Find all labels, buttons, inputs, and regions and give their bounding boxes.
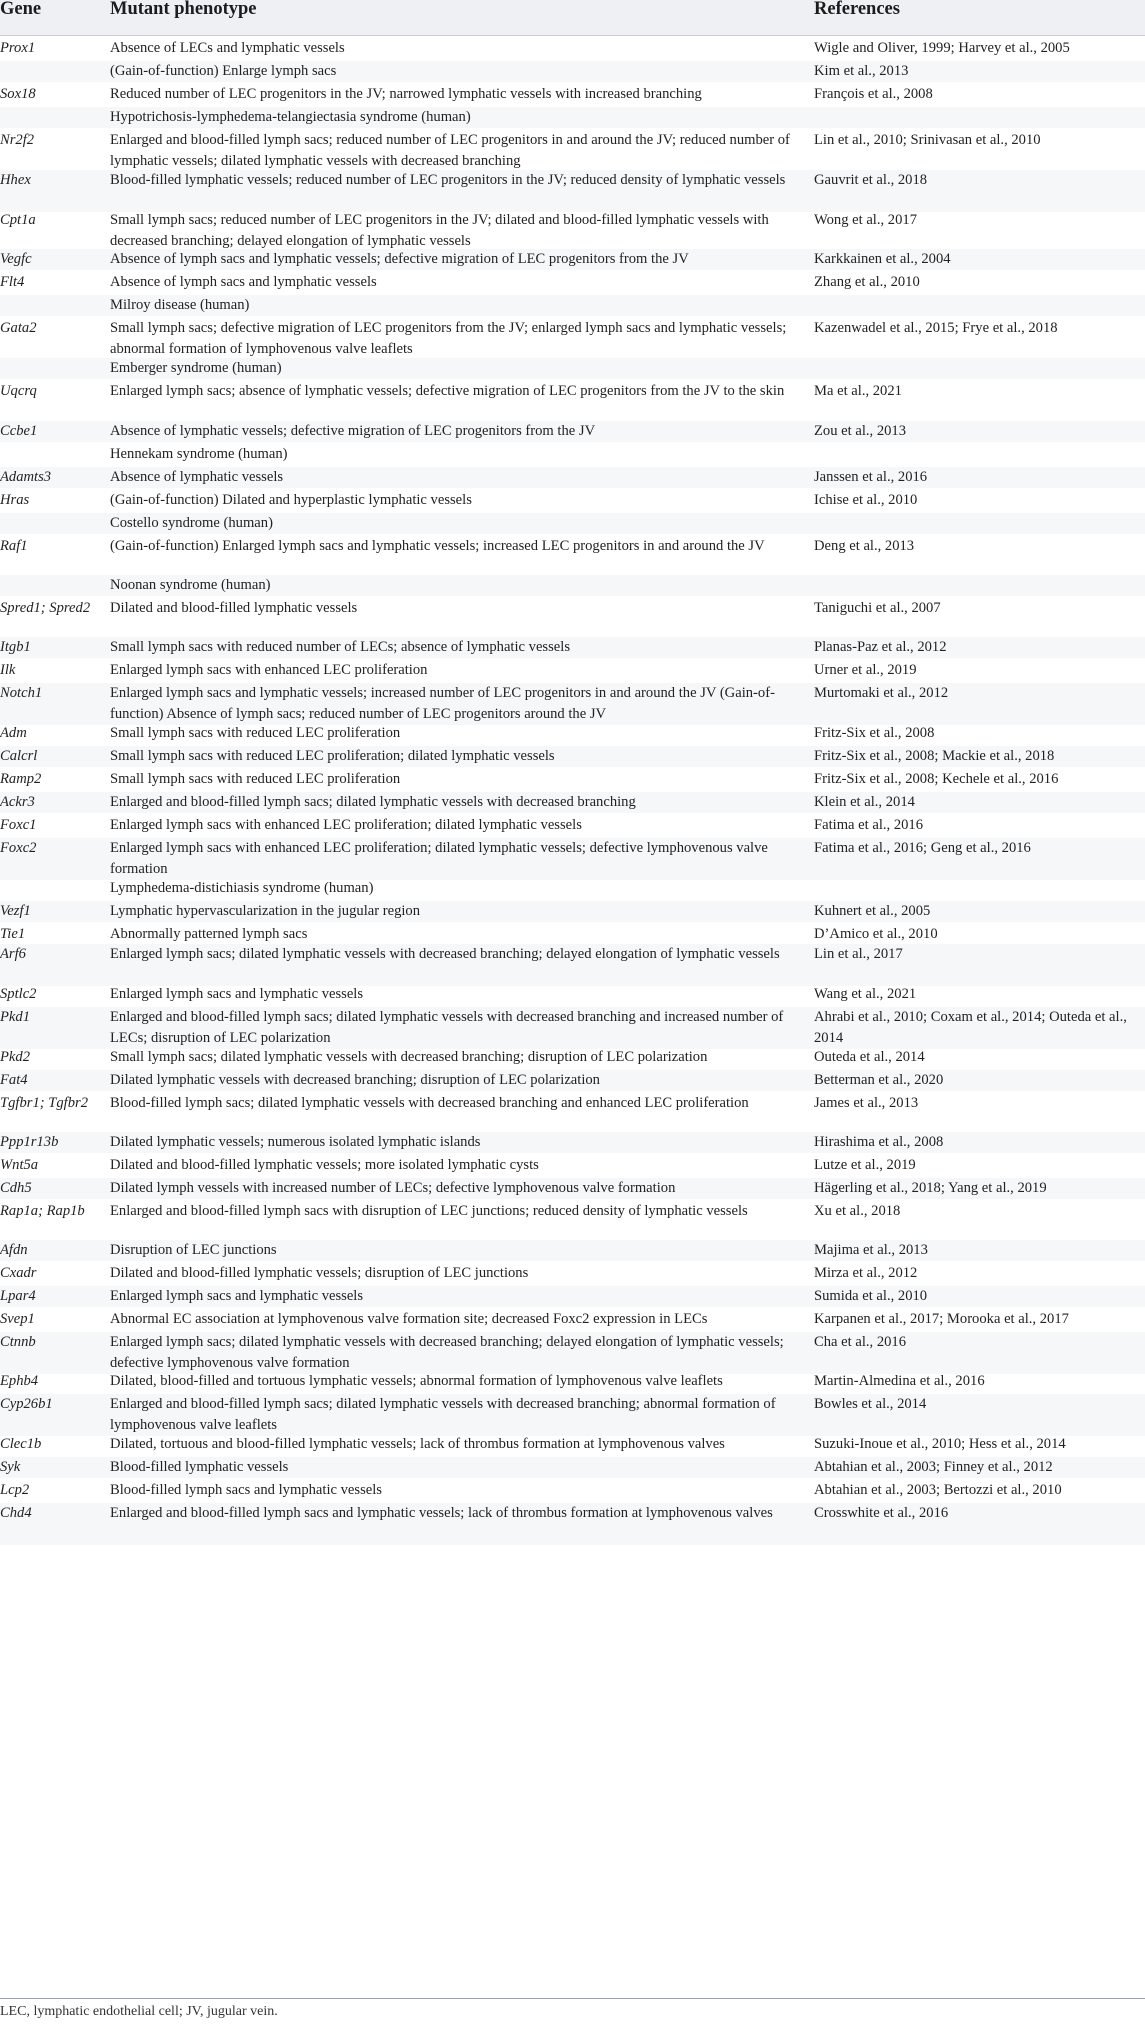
phenotype-cell: Enlarged lymph sacs and lymphatic vessels xyxy=(110,986,364,1002)
table-row xyxy=(0,61,1145,82)
references-cell: Klein et al., 2014 xyxy=(814,794,915,810)
references-cell: Zou et al., 2013 xyxy=(814,423,907,439)
table-row xyxy=(0,272,1145,293)
references-cell: Murtomaki et al., 2012 xyxy=(814,685,949,701)
phenotype-cell: Enlarged and blood-filled lymph sacs; dilated lymphatic vessels with decreased branching; abnormal formation of lymphovenous valve leaflets xyxy=(110,1396,776,1433)
gene-cell: Rap1a; Rap1b xyxy=(0,1203,85,1219)
table-row xyxy=(0,318,1145,360)
phenotype-cell: Lymphatic hypervascularization in the jugular region xyxy=(110,903,421,919)
gene-cell: Prox1 xyxy=(0,40,36,56)
phenotype-cell: Disruption of LEC junctions xyxy=(110,1242,277,1258)
references-cell: Kazenwadel et al., 2015; Frye et al., 2018 xyxy=(814,320,1058,336)
phenotype-cell: Hypotrichosis-lymphedema-telangiectasia syndrome (human) xyxy=(110,109,471,125)
references-cell: Abtahian et al., 2003; Finney et al., 2012 xyxy=(814,1459,1053,1475)
references-cell: Mirza et al., 2012 xyxy=(814,1265,918,1281)
phenotype-cell: Enlarged lymph sacs and lymphatic vessels xyxy=(110,1288,364,1304)
references-cell: James et al., 2013 xyxy=(814,1095,919,1111)
table-row xyxy=(0,637,1145,658)
references-cell: D’Amico et al., 2010 xyxy=(814,926,938,942)
references-cell: François et al., 2008 xyxy=(814,86,933,102)
references-cell: Fatima et al., 2016; Geng et al., 2016 xyxy=(814,840,1031,856)
table-row xyxy=(0,838,1145,880)
table-row xyxy=(0,1503,1145,1545)
references-cell: Wigle and Oliver, 1999; Harvey et al., 2005 xyxy=(814,40,1070,56)
phenotype-cell: Small lymph sacs; dilated lymphatic vessels with decreased branching; disruption of LEC polarization xyxy=(110,1049,708,1065)
table-row xyxy=(0,107,1145,128)
gene-cell: Cdh5 xyxy=(0,1180,32,1196)
table-row xyxy=(0,1070,1145,1091)
gene-cell: Hhex xyxy=(0,172,31,188)
header-references: References xyxy=(814,0,900,19)
phenotype-cell: Enlarged lymph sacs with enhanced LEC proliferation; dilated lymphatic vessels; defective lymphovenous valve formation xyxy=(110,840,768,877)
table-row xyxy=(0,490,1145,511)
phenotype-cell: Small lymph sacs with reduced LEC proliferation xyxy=(110,771,401,787)
gene-cell: Clec1b xyxy=(0,1436,42,1452)
table-row xyxy=(0,1132,1145,1153)
table-row xyxy=(0,815,1145,836)
gene-cell: Ackr3 xyxy=(0,794,35,810)
gene-cell: Gata2 xyxy=(0,320,37,336)
table-row xyxy=(0,769,1145,790)
gene-cell: Adamts3 xyxy=(0,469,52,485)
references-cell: Martin-Almedina et al., 2016 xyxy=(814,1373,985,1389)
gene-cell: Syk xyxy=(0,1459,21,1475)
gene-cell: Foxc1 xyxy=(0,817,37,833)
table-row xyxy=(0,444,1145,465)
table-row xyxy=(0,1240,1145,1261)
gene-cell: Foxc2 xyxy=(0,840,37,856)
phenotype-cell: Enlarged lymph sacs with enhanced LEC proliferation; dilated lymphatic vessels xyxy=(110,817,582,833)
gene-cell: Ilk xyxy=(0,662,16,678)
gene-cell: Vezf1 xyxy=(0,903,31,919)
references-cell: Abtahian et al., 2003; Bertozzi et al., 2010 xyxy=(814,1482,1062,1498)
phenotype-cell: Dilated, tortuous and blood-filled lymphatic vessels; lack of thrombus formation at lymphovenous valves xyxy=(110,1436,725,1452)
phenotype-cell: Enlarged and blood-filled lymph sacs with disruption of LEC junctions; reduced density of lymphatic vessels xyxy=(110,1203,748,1219)
table-row xyxy=(0,1457,1145,1478)
table-row xyxy=(0,1047,1145,1068)
gene-cell: Uqcrq xyxy=(0,383,37,399)
table-row xyxy=(0,683,1145,725)
references-cell: Crosswhite et al., 2016 xyxy=(814,1505,949,1521)
phenotype-cell: Enlarged and blood-filled lymph sacs and lymphatic vessels; lack of thrombus formation at lymphovenous valves xyxy=(110,1505,773,1521)
gene-cell: Cyp26b1 xyxy=(0,1396,53,1412)
references-cell: Kim et al., 2013 xyxy=(814,63,909,79)
references-cell: Majima et al., 2013 xyxy=(814,1242,928,1258)
table-row xyxy=(0,210,1145,252)
phenotype-cell: Blood-filled lymphatic vessels xyxy=(110,1459,289,1475)
table-header xyxy=(0,0,1145,36)
table-row xyxy=(0,1093,1145,1135)
gene-cell: Fat4 xyxy=(0,1072,28,1088)
references-cell: Fritz-Six et al., 2008; Kechele et al., 2016 xyxy=(814,771,1059,787)
phenotype-cell: Noonan syndrome (human) xyxy=(110,577,271,593)
phenotype-cell: Absence of lymph sacs and lymphatic vessels; defective migration of LEC progenitors from the JV xyxy=(110,251,689,267)
references-cell: Outeda et al., 2014 xyxy=(814,1049,925,1065)
gene-cell: Lpar4 xyxy=(0,1288,36,1304)
phenotype-cell: Hennekam syndrome (human) xyxy=(110,446,288,462)
phenotype-cell: Emberger syndrome (human) xyxy=(110,360,282,376)
references-cell: Zhang et al., 2010 xyxy=(814,274,920,290)
table-row xyxy=(0,1480,1145,1501)
phenotype-cell: Small lymph sacs; defective migration of LEC progenitors from the JV; enlarged lymph sacs and lymphatic vessels; abnormal formation of lymphovenous valve leaflets xyxy=(110,320,787,357)
table-row xyxy=(0,421,1145,442)
phenotype-cell: Dilated lymph vessels with increased number of LECs; defective lymphovenous valve formation xyxy=(110,1180,676,1196)
header-gene: Gene xyxy=(0,0,42,19)
gene-cell: Tgfbr1; Tgfbr2 xyxy=(0,1095,88,1111)
phenotype-cell: Dilated and blood-filled lymphatic vessels; disruption of LEC junctions xyxy=(110,1265,529,1281)
phenotype-cell: Blood-filled lymph sacs; dilated lymphatic vessels with decreased branching and enhanced LEC proliferation xyxy=(110,1095,749,1111)
references-cell: Fritz-Six et al., 2008; Mackie et al., 2018 xyxy=(814,748,1055,764)
table-row xyxy=(0,1201,1145,1243)
table-row xyxy=(0,575,1145,596)
gene-cell: Nr2f2 xyxy=(0,132,35,148)
phenotype-cell: Enlarged lymph sacs; absence of lymphatic vessels; defective migration of LEC progenitors from the JV to the skin xyxy=(110,383,785,399)
phenotype-cell: Blood-filled lymph sacs and lymphatic vessels xyxy=(110,1482,382,1498)
phenotype-cell: Small lymph sacs with reduced number of LECs; absence of lymphatic vessels xyxy=(110,639,571,655)
gene-cell: Sptlc2 xyxy=(0,986,37,1002)
phenotype-cell: Absence of LECs and lymphatic vessels xyxy=(110,40,345,56)
phenotype-cell: Dilated, blood-filled and tortuous lymphatic vessels; abnormal formation of lymphovenous valve leaflets xyxy=(110,1373,723,1389)
gene-cell: Vegfc xyxy=(0,251,32,267)
table-footnote: LEC, lymphatic endothelial cell; JV, jugular vein. xyxy=(0,2004,278,2019)
references-cell: Bowles et al., 2014 xyxy=(814,1396,927,1412)
phenotype-cell: (Gain-of-function) Enlarged lymph sacs and lymphatic vessels; increased LEC progenitors in and around the JV xyxy=(110,538,765,554)
gene-cell: Ephb4 xyxy=(0,1373,39,1389)
table-row xyxy=(0,1371,1145,1392)
gene-cell: Cpt1a xyxy=(0,212,36,228)
table-row xyxy=(0,660,1145,681)
gene-cell: Ppp1r13b xyxy=(0,1134,59,1150)
gene-cell: Cxadr xyxy=(0,1265,37,1281)
phenotype-cell: Small lymph sacs with reduced LEC proliferation; dilated lymphatic vessels xyxy=(110,748,555,764)
table-row xyxy=(0,84,1145,105)
table-row xyxy=(0,1007,1145,1049)
table-row xyxy=(0,1263,1145,1284)
references-cell: Ma et al., 2021 xyxy=(814,383,902,399)
phenotype-cell: Dilated and blood-filled lymphatic vessels; more isolated lymphatic cysts xyxy=(110,1157,539,1173)
gene-cell: Ccbe1 xyxy=(0,423,38,439)
table-row xyxy=(0,513,1145,534)
gene-cell: Spred1; Spred2 xyxy=(0,600,91,616)
table-row xyxy=(0,924,1145,945)
table-row xyxy=(0,1178,1145,1199)
table-row xyxy=(0,130,1145,172)
table-row xyxy=(0,944,1145,986)
references-cell: Lin et al., 2010; Srinivasan et al., 2010 xyxy=(814,132,1041,148)
phenotype-cell: Absence of lymphatic vessels xyxy=(110,469,284,485)
gene-cell: Tie1 xyxy=(0,926,26,942)
gene-cell: Afdn xyxy=(0,1242,28,1258)
table-row xyxy=(0,1309,1145,1330)
references-cell: Betterman et al., 2020 xyxy=(814,1072,944,1088)
references-cell: Wong et al., 2017 xyxy=(814,212,917,228)
references-cell: Fatima et al., 2016 xyxy=(814,817,924,833)
table-row xyxy=(0,467,1145,488)
table-row xyxy=(0,249,1145,270)
gene-cell: Sox18 xyxy=(0,86,36,102)
references-cell: Lin et al., 2017 xyxy=(814,946,903,962)
references-cell: Cha et al., 2016 xyxy=(814,1334,907,1350)
references-cell: Karpanen et al., 2017; Morooka et al., 2017 xyxy=(814,1311,1069,1327)
phenotype-cell: Blood-filled lymphatic vessels; reduced number of LEC progenitors in the JV; reduced density of lymphatic vessels xyxy=(110,172,786,188)
references-cell: Karkkainen et al., 2004 xyxy=(814,251,951,267)
gene-cell: Calcrl xyxy=(0,748,38,764)
phenotype-cell: Absence of lymph sacs and lymphatic vessels xyxy=(110,274,377,290)
references-cell: Suzuki-Inoue et al., 2010; Hess et al., 2014 xyxy=(814,1436,1066,1452)
gene-cell: Flt4 xyxy=(0,274,25,290)
gene-cell: Itgb1 xyxy=(0,639,31,655)
table-row xyxy=(0,295,1145,316)
table-row xyxy=(0,381,1145,423)
table-row xyxy=(0,358,1145,379)
references-cell: Hirashima et al., 2008 xyxy=(814,1134,944,1150)
gene-cell: Pkd2 xyxy=(0,1049,30,1065)
table-row xyxy=(0,1394,1145,1436)
phenotype-cell: Enlarged lymph sacs and lymphatic vessels; increased number of LEC progenitors in and around the JV (Gain-of-function) Absence of lymph sacs; reduced number of LEC progenitors around the JV xyxy=(110,685,775,722)
gene-cell: Wnt5a xyxy=(0,1157,39,1173)
references-cell: Ichise et al., 2010 xyxy=(814,492,918,508)
phenotype-cell: Reduced number of LEC progenitors in the JV; narrowed lymphatic vessels with increased branching xyxy=(110,86,702,102)
phenotype-cell: Abnormal EC association at lymphovenous valve formation site; decreased Foxc2 expression in LECs xyxy=(110,1311,708,1327)
header-phenotype: Mutant phenotype xyxy=(110,0,257,19)
references-cell: Wang et al., 2021 xyxy=(814,986,917,1002)
table-row xyxy=(0,984,1145,1005)
references-cell: Sumida et al., 2010 xyxy=(814,1288,928,1304)
phenotype-cell: Small lymph sacs with reduced LEC proliferation xyxy=(110,725,401,741)
gene-cell: Pkd1 xyxy=(0,1009,30,1025)
phenotype-cell: Dilated and blood-filled lymphatic vessels xyxy=(110,600,358,616)
phenotype-cell: Enlarged and blood-filled lymph sacs; dilated lymphatic vessels with decreased branching xyxy=(110,794,636,810)
phenotype-cell: Milroy disease (human) xyxy=(110,297,250,313)
gene-cell: Chd4 xyxy=(0,1505,32,1521)
gene-cell: Ctnnb xyxy=(0,1334,36,1350)
phenotype-cell: Small lymph sacs; reduced number of LEC progenitors in the JV; dilated and blood-filled lymphatic vessels with decreased branching; delayed elongation of lymphatic vessels xyxy=(110,212,769,249)
table-row xyxy=(0,1332,1145,1374)
table-row xyxy=(0,723,1145,744)
gene-cell: Hras xyxy=(0,492,30,508)
phenotype-cell: (Gain-of-function) Dilated and hyperplastic lymphatic vessels xyxy=(110,492,472,508)
phenotype-cell: Enlarged and blood-filled lymph sacs; dilated lymphatic vessels with decreased branching and increased number of LECs; disruption of LEC polarization xyxy=(110,1009,784,1046)
phenotype-cell: Lymphedema-distichiasis syndrome (human) xyxy=(110,880,374,896)
phenotype-cell: Enlarged lymph sacs; dilated lymphatic vessels with decreased branching; delayed elongation of lymphatic vessels xyxy=(110,946,780,962)
phenotype-cell: Abnormally patterned lymph sacs xyxy=(110,926,308,942)
phenotype-cell: Dilated lymphatic vessels; numerous isolated lymphatic islands xyxy=(110,1134,481,1150)
references-cell: Xu et al., 2018 xyxy=(814,1203,901,1219)
gene-cell: Raf1 xyxy=(0,538,28,554)
references-cell: Lutze et al., 2019 xyxy=(814,1157,916,1173)
references-cell: Deng et al., 2013 xyxy=(814,538,915,554)
phenotype-cell: (Gain-of-function) Enlarge lymph sacs xyxy=(110,63,337,79)
gene-cell: Notch1 xyxy=(0,685,43,701)
references-cell: Gauvrit et al., 2018 xyxy=(814,172,928,188)
references-cell: Planas-Paz et al., 2012 xyxy=(814,639,947,655)
table-row xyxy=(0,170,1145,212)
table-row xyxy=(0,1155,1145,1176)
gene-cell: Arf6 xyxy=(0,946,26,962)
phenotype-cell: Enlarged lymph sacs; dilated lymphatic vessels with decreased branching; delayed elongation of lymphatic vessels; defective lymphovenous valve formation xyxy=(110,1334,784,1371)
table-row xyxy=(0,598,1145,640)
references-cell: Kuhnert et al., 2005 xyxy=(814,903,931,919)
table-row xyxy=(0,792,1145,813)
table-row xyxy=(0,878,1145,899)
table-row xyxy=(0,1286,1145,1307)
gene-cell: Lcp2 xyxy=(0,1482,30,1498)
phenotype-cell: Enlarged and blood-filled lymph sacs; reduced number of LEC progenitors in and around the JV; reduced number of lymphatic vessels; dilated lymphatic vessels with decreased branching xyxy=(110,132,790,169)
table-bottom-rule xyxy=(0,1998,1145,1999)
references-cell: Janssen et al., 2016 xyxy=(814,469,928,485)
table-row xyxy=(0,536,1145,578)
phenotype-cell: Costello syndrome (human) xyxy=(110,515,273,531)
references-cell: Hägerling et al., 2018; Yang et al., 2019 xyxy=(814,1180,1047,1196)
table-row xyxy=(0,746,1145,767)
gene-cell: Ramp2 xyxy=(0,771,42,787)
references-cell: Ahrabi et al., 2010; Coxam et al., 2014; Outeda et al., 2014 xyxy=(814,1009,1127,1046)
phenotype-cell: Enlarged lymph sacs with enhanced LEC proliferation xyxy=(110,662,428,678)
gene-cell: Adm xyxy=(0,725,27,741)
table-row xyxy=(0,38,1145,59)
references-cell: Fritz-Six et al., 2008 xyxy=(814,725,935,741)
references-cell: Urner et al., 2019 xyxy=(814,662,917,678)
references-cell: Taniguchi et al., 2007 xyxy=(814,600,941,616)
phenotype-cell: Dilated lymphatic vessels with decreased branching; disruption of LEC polarization xyxy=(110,1072,600,1088)
table-row xyxy=(0,901,1145,922)
phenotype-cell: Absence of lymphatic vessels; defective migration of LEC progenitors from the JV xyxy=(110,423,596,439)
gene-cell: Svep1 xyxy=(0,1311,35,1327)
